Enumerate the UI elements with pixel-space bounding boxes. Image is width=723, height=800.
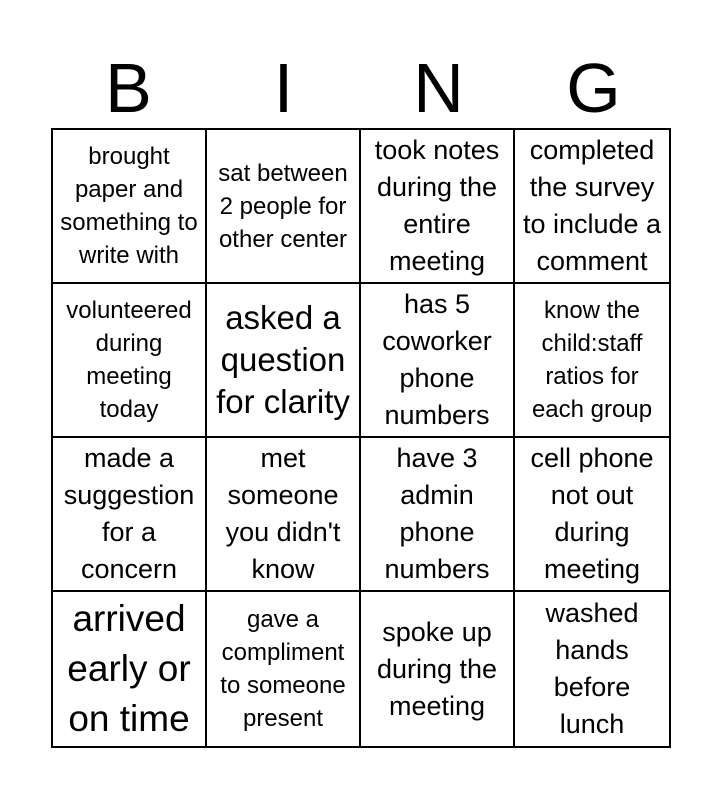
cell-text: has 5 coworker phone numbers: [382, 289, 492, 430]
cell-text: asked a question for clarity: [216, 299, 350, 420]
bingo-cell[interactable]: [207, 284, 361, 438]
cell-text: brought paper and something to write with: [60, 143, 198, 269]
bingo-cell[interactable]: [361, 438, 515, 592]
cell-text: made a suggestion for a concern: [63, 443, 195, 584]
bingo-board: [51, 128, 671, 748]
cell-text: took notes during the entire meeting: [374, 135, 500, 276]
bingo-cell[interactable]: [361, 130, 515, 284]
bingo-cell[interactable]: [515, 438, 669, 592]
header-letter-n: N: [413, 49, 464, 127]
cell-text: arrived early or on time: [67, 598, 191, 739]
bingo-cell[interactable]: [207, 592, 361, 746]
cell-text: gave a compliment to someone present: [220, 606, 346, 732]
cell-text: volunteered during meeting today: [66, 297, 192, 423]
cell-text: washed hands before lunch: [545, 598, 639, 739]
bingo-cell[interactable]: [53, 130, 207, 284]
bingo-header: [51, 48, 671, 128]
bingo-cell[interactable]: [515, 130, 669, 284]
bingo-cell[interactable]: [53, 284, 207, 438]
bingo-cell[interactable]: [207, 438, 361, 592]
cell-text: have 3 admin phone numbers: [384, 443, 490, 584]
bingo-cell[interactable]: [361, 592, 515, 746]
cell-text: completed the survey to include a comment: [522, 135, 662, 276]
header-letter-b: B: [105, 49, 152, 127]
cell-text: cell phone not out during meeting: [530, 443, 654, 584]
cell-text: sat between 2 people for other center: [218, 159, 348, 253]
cell-text: met someone you didn't know: [225, 443, 341, 584]
bingo-cell[interactable]: [515, 284, 669, 438]
bingo-cell[interactable]: [361, 284, 515, 438]
cell-text: spoke up during the meeting: [376, 616, 498, 721]
header-letter-g: G: [566, 49, 621, 127]
cell-text: know the child:staff ratios for each group: [531, 297, 653, 423]
bingo-cell[interactable]: [207, 130, 361, 284]
bingo-cell[interactable]: [53, 438, 207, 592]
header-letter-i: I: [273, 49, 294, 127]
bingo-cell[interactable]: [53, 592, 207, 746]
bingo-cell[interactable]: [515, 592, 669, 746]
